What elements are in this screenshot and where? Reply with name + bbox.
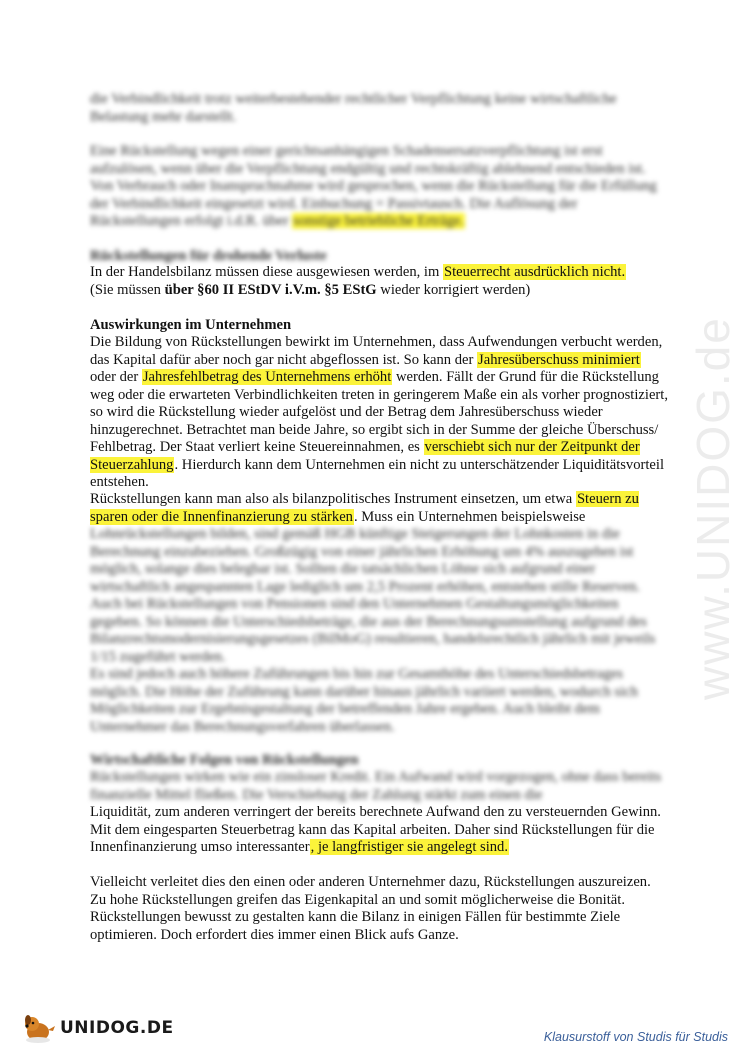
footer-tagline: Klausurstoff von Studis für Studis [543,1030,728,1044]
highlight: Jahresüberschuss minimiert [478,351,640,368]
text: In der Handelsbilanz müssen diese ausgewiesen werden, im [90,264,443,280]
text: Rückstellungen kann man also als bilanzpolitisches Instrument einsetzen, um etwa [90,491,576,507]
text: . Muss ein Unternehmen beispielsweise [353,508,586,525]
blurred-text: Die Auflösung der Rückstellungen erfolgt i.d.R. über [90,195,578,229]
blurred-text: Eine Rückstellung wegen einer gerichtsanhängigen Schadensersatzverpflichtung ist erst aufzulösen, wenn über die Verpflichtung endgültig und rechtskräftig ablehnend entschieden ist. Von Verbrauch oder Inanspruchnahme wird gesprochen, wenn die Rückstellung für die Erfüllung der Verbindlichkeit eingesetzt wird. Einbuchung = Passivtausch. [90,143,657,212]
paragraph-bilanzpolitik [90,491,670,526]
highlight: Steuern zu sparen oder die Innenfinanzierung zu stärken [90,491,639,525]
blurred-heading-wirtschaftliche-folgen: Wirtschaftliche Folgen von Rückstellungen [90,752,359,768]
highlight: , je langfristiger sie angelegt sind. [310,839,509,855]
highlight: Steuerrecht ausdrücklich nicht. [443,264,626,280]
blurred-heading-drohende-verluste: Rückstellungen für drohende Verluste [90,248,327,264]
text: oder der [90,369,142,385]
text: werden. Fällt der Grund für die Rückstellung weg oder die erwarteten Verbindlichkeiten treten in geringerem Maße ein als vorher prognostiziert, so wird die Rückstellung wieder aufgelöst und der Betrag dem Jahresüberschuss wieder hinzugerechnet. Betrachtet man beide Jahre, so ergibt sich in der Summe der gleiche Überschuss/ Fehlbetrag. Der Staat verliert keine Steuereinnahmen, es [90,369,668,455]
text: (Sie müssen [90,281,165,298]
text-line [90,282,670,300]
text: . Hierdurch kann dem Unternehmen ein nicht zu unterschätzender Liquiditätsvorteil entstehen. [90,456,665,490]
blurred-intro-paragraph: die Verbindlichkeit trotz weiterbestehender rechtlicher Verpflichtung keine wirtschaftliche Belastung mehr darstellt. [90,91,617,125]
blurred-paragraph-lohnrueckstellungen: Lohnrückstellungen bilden, sind gemäß HGB künftige Steigerungen der Lohnkosten in die Berechnung einzubeziehen. Großzügig von einer jährlichen Erhöhung um 4% auszugehen ist möglich, solange dies belegbar ist. Sollten die tatsächlichen Löhne sich aufgrund einer wirtschaftlich angespannten Lage lediglich um 2,5 Prozent erhöhen, entstehen stille Reserven. Auch bei Rückstellungen von Pensionen sind den Unternehmen Gestaltungsmöglichkeiten gegeben. So können die Unterschiedsbeträge, die aus der Berechnungsumstellung aufgrund des Bilanzrechtsmodernisierungsgesetzes (BilMoG) resultieren, handelsrechtlich jährlich mit jeweils 1/15 zugeführt werden. [90,526,656,665]
highlight: sonstige betriebliche Erträge. [293,213,464,229]
bold-text: über §60 II EStDV i.V.m. §5 EStG [164,281,377,298]
text: wieder korrigiert werden) [376,281,531,298]
paragraph-auswirkungen [90,334,670,492]
highlight: verschiebt sich nur der Zeitpunkt der Steuerzahlung [90,439,640,473]
watermark: www.UNIDOG.de [687,316,739,700]
text-line [90,264,670,282]
dog-icon [22,1010,58,1046]
blurred-paragraph-zufuehrungen: Es sind jedoch auch höhere Zuführungen bis hin zur Gesamthöhe des Unterschiedsbetrages möglich. Die Höhe der Zuführung kann darüber hinaus jährlich variiert werden, wodurch sich Möglichkeiten zur Ergebnisgestaltung der betreffenden Jahre ergeben. Auch bleibt dem Unternehmer das Berechnungsverfahren überlassen. [90,666,638,735]
paragraph-drohende-verluste [90,264,670,299]
paragraph-ausreizen: Vielleicht verleitet dies den einen oder anderen Unternehmer dazu, Rückstellungen auszureizen. Zu hohe Rückstellungen greifen das Eigenkapital an und somit möglicherweise die Bonität. Rückstellungen bewusst zu gestalten kann die Bilanz in einigen Fällen für bestimmte Ziele optimieren. Doch erfordert dies immer einen Blick aufs Ganze. [90,874,651,943]
text: Die Bildung von Rückstellungen bewirkt im Unternehmen, dass Aufwendungen verbucht werden, das Kapital dafür aber noch gar nicht abgeflossen ist. So kann der [90,334,663,368]
blurred-paragraph-kredit: Rückstellungen wirken wie ein zinsloser Kredit. Ein Aufwand wird vorgezogen, ohne dass bereits finanzielle Mittel fließen. Die Verschiebung der Zahlung stärkt zum einen die [90,769,662,803]
unidog-logo [22,1010,174,1046]
text: Liquidität, zum anderen verringert der bereits berechnete Aufwand den zu versteuernden Gewinn. Mit dem eingesparten Steuerbetrag kann das Kapital arbeiten. Daher sind Rückstellungen für die Innenfinanzierung umso interessanter [90,804,661,855]
logo-text: UNIDOG.DE [60,1018,174,1038]
highlight: Jahresfehlbetrag des Unternehmens erhöht [142,369,392,385]
heading-auswirkungen: Auswirkungen im Unternehmen [90,317,292,333]
blurred-paragraph-aufloesung [90,143,670,231]
paragraph-folgen [90,804,670,857]
